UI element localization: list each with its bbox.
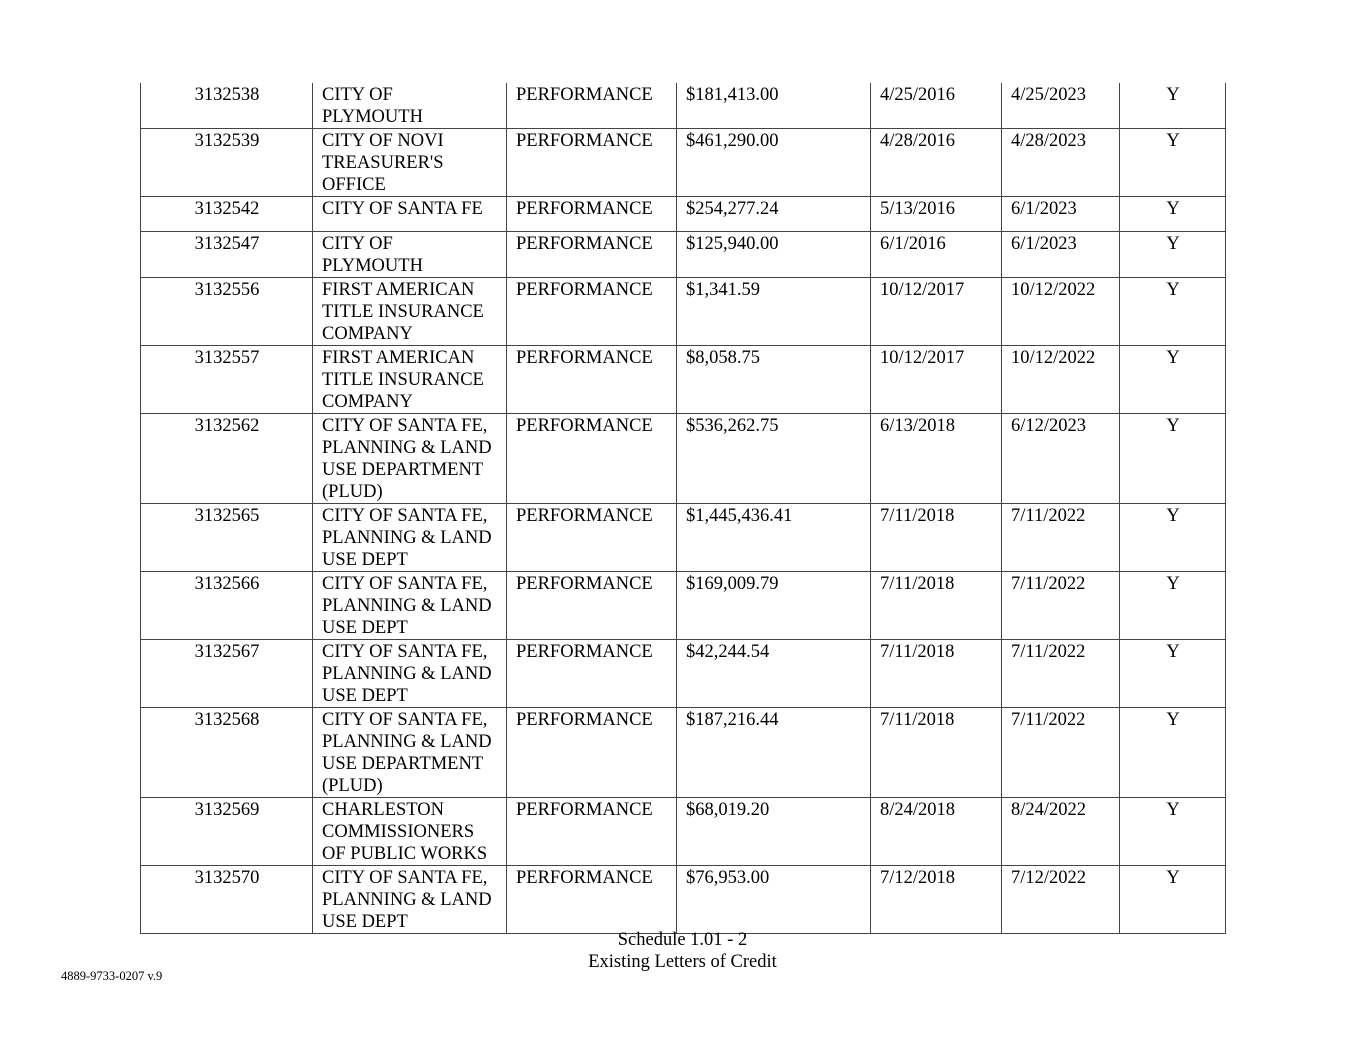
- lc-amount: $68,019.20: [677, 798, 871, 866]
- lc-amount: $461,290.00: [677, 129, 871, 197]
- table-row: [141, 572, 1226, 640]
- lc-type: PERFORMANCE: [507, 346, 677, 414]
- lc-amount: $76,953.00: [677, 866, 871, 934]
- lc-flag: Y: [1120, 572, 1226, 640]
- lc-type: PERFORMANCE: [507, 640, 677, 708]
- lc-beneficiary: CITY OF SANTA FE, PLANNING & LAND USE DEPARTMENT (PLUD): [313, 414, 507, 504]
- lc-issue-date: 7/11/2018: [871, 708, 1002, 798]
- lc-issue-date: 4/25/2016: [871, 83, 1002, 129]
- lc-flag: Y: [1120, 504, 1226, 572]
- lc-number: 3132568: [141, 708, 313, 798]
- schedule-number: Schedule 1.01 - 2: [617, 930, 748, 950]
- lc-amount: $169,009.79: [677, 572, 871, 640]
- lc-flag: Y: [1120, 346, 1226, 414]
- lc-flag: Y: [1120, 708, 1226, 798]
- lc-beneficiary: CHARLESTON COMMISSIONERS OF PUBLIC WORKS: [313, 798, 507, 866]
- table-row: [141, 232, 1226, 278]
- lc-type: PERFORMANCE: [507, 278, 677, 346]
- lc-amount: $42,244.54: [677, 640, 871, 708]
- lc-number: 3132569: [141, 798, 313, 866]
- lc-issue-date: 6/1/2016: [871, 232, 1002, 278]
- lc-number: 3132567: [141, 640, 313, 708]
- lc-expiry-date: 7/11/2022: [1002, 640, 1120, 708]
- lc-beneficiary: CITY OF SANTA FE, PLANNING & LAND USE DEPT: [313, 504, 507, 572]
- lc-expiry-date: 7/11/2022: [1002, 572, 1120, 640]
- table-row: [141, 866, 1226, 934]
- lc-flag: Y: [1120, 798, 1226, 866]
- lc-number: 3132566: [141, 572, 313, 640]
- document-id: 4889-9733-0207 v.9: [61, 969, 163, 983]
- lc-flag: Y: [1120, 83, 1226, 129]
- lc-beneficiary: CITY OF SANTA FE: [313, 197, 507, 232]
- lc-expiry-date: 7/11/2022: [1002, 708, 1120, 798]
- lc-expiry-date: 10/12/2022: [1002, 346, 1120, 414]
- lc-number: 3132547: [141, 232, 313, 278]
- lc-type: PERFORMANCE: [507, 798, 677, 866]
- lc-beneficiary: CITY OF SANTA FE, PLANNING & LAND USE DEPT: [313, 866, 507, 934]
- lc-number: 3132538: [141, 83, 313, 129]
- lc-number: 3132556: [141, 278, 313, 346]
- lc-flag: Y: [1120, 278, 1226, 346]
- lc-type: PERFORMANCE: [507, 572, 677, 640]
- table-row: [141, 278, 1226, 346]
- lc-issue-date: 10/12/2017: [871, 346, 1002, 414]
- lc-beneficiary: CITY OF PLYMOUTH: [313, 232, 507, 278]
- lc-amount: $1,341.59: [677, 278, 871, 346]
- lc-expiry-date: 4/25/2023: [1002, 83, 1120, 129]
- lc-flag: Y: [1120, 414, 1226, 504]
- lc-type: PERFORMANCE: [507, 83, 677, 129]
- table-row: [141, 129, 1226, 197]
- lc-amount: $536,262.75: [677, 414, 871, 504]
- lc-expiry-date: 6/1/2023: [1002, 232, 1120, 278]
- lc-flag: Y: [1120, 129, 1226, 197]
- table-body: [141, 83, 1226, 934]
- lc-type: PERFORMANCE: [507, 866, 677, 934]
- lc-amount: $181,413.00: [677, 83, 871, 129]
- lc-beneficiary: CITY OF NOVI TREASURER'S OFFICE: [313, 129, 507, 197]
- table-row: [141, 197, 1226, 232]
- lc-issue-date: 7/11/2018: [871, 640, 1002, 708]
- lc-issue-date: 8/24/2018: [871, 798, 1002, 866]
- lc-issue-date: 10/12/2017: [871, 278, 1002, 346]
- table-row: [141, 708, 1226, 798]
- lc-number: 3132557: [141, 346, 313, 414]
- lc-number: 3132542: [141, 197, 313, 232]
- schedule-title: Existing Letters of Credit: [588, 952, 777, 972]
- lc-expiry-date: 6/12/2023: [1002, 414, 1120, 504]
- table-row: [141, 346, 1226, 414]
- table-row: [141, 504, 1226, 572]
- lc-flag: Y: [1120, 232, 1226, 278]
- lc-issue-date: 7/12/2018: [871, 866, 1002, 934]
- table-row: [141, 798, 1226, 866]
- lc-number: 3132562: [141, 414, 313, 504]
- lc-amount: $1,445,436.41: [677, 504, 871, 572]
- lc-beneficiary: CITY OF SANTA FE, PLANNING & LAND USE DEPARTMENT (PLUD): [313, 708, 507, 798]
- lc-amount: $125,940.00: [677, 232, 871, 278]
- table-row: [141, 414, 1226, 504]
- lc-expiry-date: 8/24/2022: [1002, 798, 1120, 866]
- lc-issue-date: 5/13/2016: [871, 197, 1002, 232]
- lc-expiry-date: 7/11/2022: [1002, 504, 1120, 572]
- lc-expiry-date: 7/12/2022: [1002, 866, 1120, 934]
- lc-flag: Y: [1120, 197, 1226, 232]
- lc-issue-date: 7/11/2018: [871, 504, 1002, 572]
- lc-type: PERFORMANCE: [507, 232, 677, 278]
- letters-of-credit-table: [140, 83, 1226, 934]
- lc-type: PERFORMANCE: [507, 197, 677, 232]
- lc-type: PERFORMANCE: [507, 708, 677, 798]
- lc-number: 3132570: [141, 866, 313, 934]
- lc-issue-date: 7/11/2018: [871, 572, 1002, 640]
- lc-expiry-date: 4/28/2023: [1002, 129, 1120, 197]
- lc-expiry-date: 6/1/2023: [1002, 197, 1120, 232]
- lc-beneficiary: CITY OF SANTA FE, PLANNING & LAND USE DEPT: [313, 640, 507, 708]
- lc-number: 3132565: [141, 504, 313, 572]
- lc-issue-date: 6/13/2018: [871, 414, 1002, 504]
- lc-type: PERFORMANCE: [507, 504, 677, 572]
- lc-beneficiary: CITY OF SANTA FE, PLANNING & LAND USE DEPT: [313, 572, 507, 640]
- lc-flag: Y: [1120, 640, 1226, 708]
- lc-beneficiary: CITY OF PLYMOUTH: [313, 83, 507, 129]
- table-row: [141, 83, 1226, 129]
- lc-issue-date: 4/28/2016: [871, 129, 1002, 197]
- lc-flag: Y: [1120, 866, 1226, 934]
- lc-expiry-date: 10/12/2022: [1002, 278, 1120, 346]
- lc-amount: $187,216.44: [677, 708, 871, 798]
- lc-amount: $254,277.24: [677, 197, 871, 232]
- lc-amount: $8,058.75: [677, 346, 871, 414]
- table-row: [141, 640, 1226, 708]
- lc-type: PERFORMANCE: [507, 414, 677, 504]
- lc-beneficiary: FIRST AMERICAN TITLE INSURANCE COMPANY: [313, 346, 507, 414]
- lc-beneficiary: FIRST AMERICAN TITLE INSURANCE COMPANY: [313, 278, 507, 346]
- lc-number: 3132539: [141, 129, 313, 197]
- lc-type: PERFORMANCE: [507, 129, 677, 197]
